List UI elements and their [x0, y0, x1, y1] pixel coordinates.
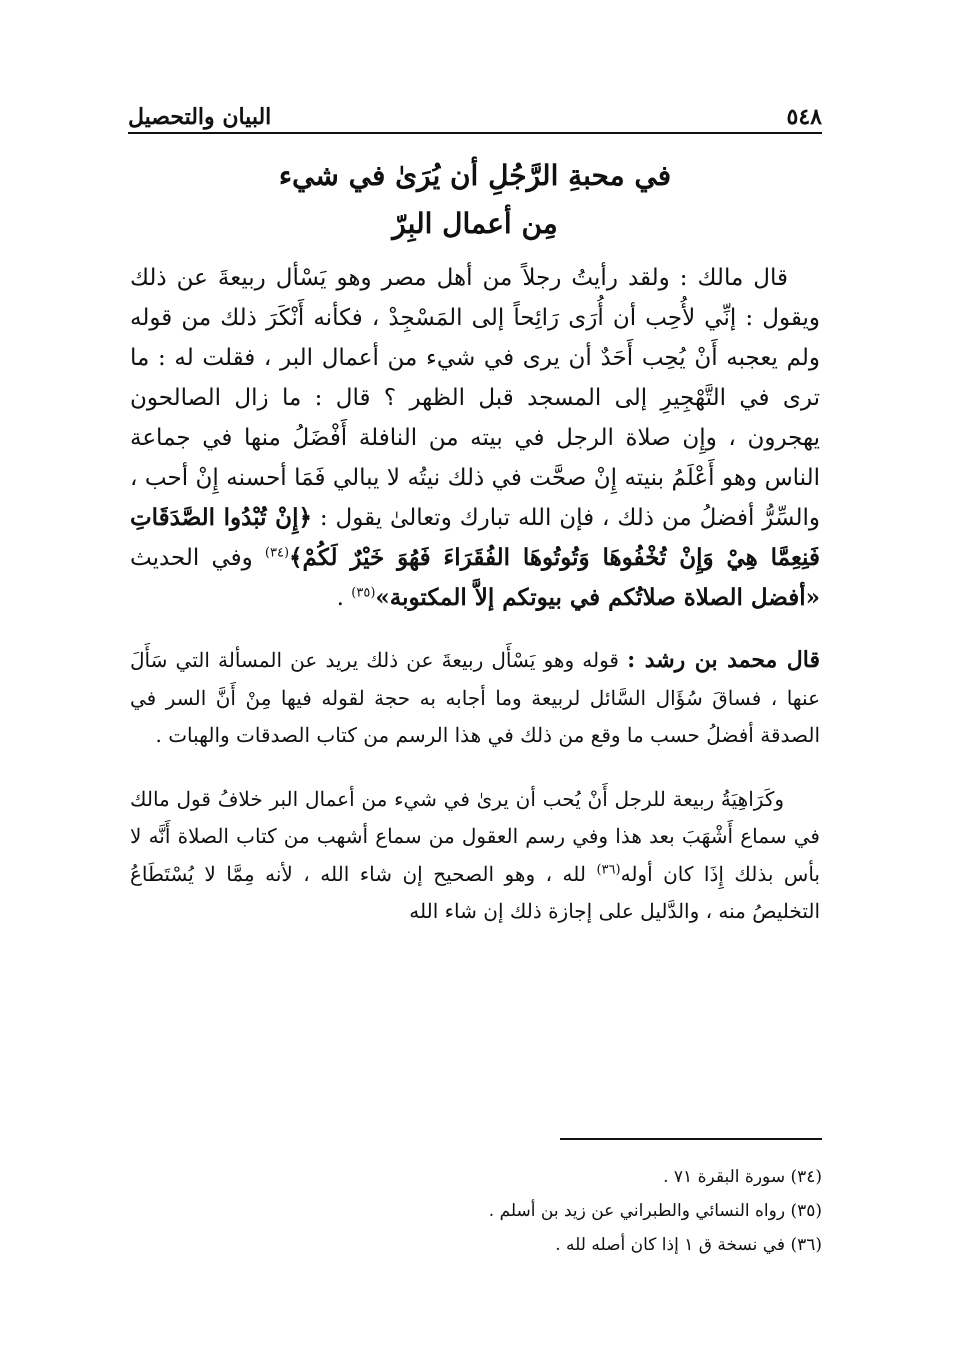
commentator-label: قال محمد بن رشد : [627, 647, 820, 673]
footnotes [128, 1160, 822, 1262]
paragraph-2-text: قوله وهو يَسْأَل ربيعةَ عن ذلك يريد عن المسألة التي سَأَلَ عنها ، فساقَ سُؤَال السَّائل لربيعة وما أجابه به حجة لقوله فيها مِنْ أَنَّ السر في الصدقة أفضلُ حسب ما وقع من ذلك في هذا الرسم من كتاب الصدقات والهبات . [130, 648, 820, 747]
paragraph-1-text: قال مالك : ولقد رأيتُ رجلاً من أهل مصر وهو يَسْأل ربيعةَ عن ذلك ويقول : إنِّي لأُحِب أن أُرَى رَائِحاً إلى المَسْجِدْ ، فكأنه أَنْكَرَ ذلك من قوله ولم يعجبه أَنْ يُحِب أَحَدٌ أن يرى في شيء من أعمال البر ، فقلت له : ما ترى في التَّهْجِيرِ إلى المسجد قبل الظهر ؟ قال : ما زال الصالحون يهجرون ، وإِن صلاة الرجل في بيته من النافلة أَفْضَلُ منها في جماعة الناس وهو أَعْلَمُ بنيته إِنْ صحَّت في ذلك نيتُه لا يبالي فَمَا أحسنه إِنْ أحب ، والسِّرُّ أفضلُ من ذلك ، فإن الله تبارك وتعالىٰ يقول : [130, 265, 820, 531]
footnote-34: (٣٤) سورة البقرة ٧١ . [663, 1167, 822, 1187]
paragraph-2 [130, 642, 820, 755]
page-header [128, 88, 822, 130]
paragraph-1-end: . [336, 585, 352, 611]
section-title-line-1: في محبةِ الرَّجُلِ أن يُرَىٰ في شيء [278, 159, 672, 192]
footnote-35: (٣٥) رواه النسائي والطبراني عن زيد بن أسلم . [488, 1201, 822, 1221]
footnote-rule [560, 1138, 822, 1140]
hadith-quote: «أفضل الصلاة صلاتُكم في بيوتكم إلاَّ المكتوبة» [375, 584, 820, 611]
paragraph-3 [130, 781, 820, 931]
page-number: ٥٤٨ [786, 104, 822, 130]
paragraph-1 [130, 258, 820, 618]
running-title: البيان والتحصيل [128, 104, 272, 130]
header-rule [128, 132, 822, 134]
paragraph-3-text-end: لله ، وهو الصحيح إن شاء الله ، لأنه مِمَّا لا يُسْتَطَاعُ التخليصُ منه ، والدَّليل على إجازة ذلك إن شاء الله [130, 861, 820, 923]
main-text [130, 258, 820, 931]
paragraph-1-connector: وفي الحديث [130, 545, 265, 571]
paragraph-3-text: وكَرَاهِيَةُ ربيعة للرجل أَنْ يُحب أن يرىٰ في شيء من أعمال البر خلافُ قول مالك في سماع أَشْهَبَ بعد هذا وفي رسم العقول من سماع أشهب من كتاب الصلاة أَنَّه لا بأس بذلك إِذَا كان أوله [130, 786, 820, 886]
section-title-line-2: مِن أعمال البِرّ [392, 207, 558, 240]
section-title [128, 152, 822, 248]
footnote-ref-35: (٣٥) [351, 585, 376, 601]
footnote-ref-36: (٣٦) [596, 861, 621, 877]
footnote-36: (٣٦) في نسخة ق ١ إذا كان أصله لله . [555, 1235, 822, 1255]
quran-verse: ﴿إِنْ تُبْدُوا الصَّدَقَاتِ فَنِعِمَّا هِيْ وَإِنْ تُخْفُوهَا وَتُوتُوهَا الفُقَرَاءَ فَهُوَ خَيْرٌ لَكُمْ﴾ [130, 504, 820, 571]
footnote-ref-34: (٣٤) [264, 545, 290, 561]
